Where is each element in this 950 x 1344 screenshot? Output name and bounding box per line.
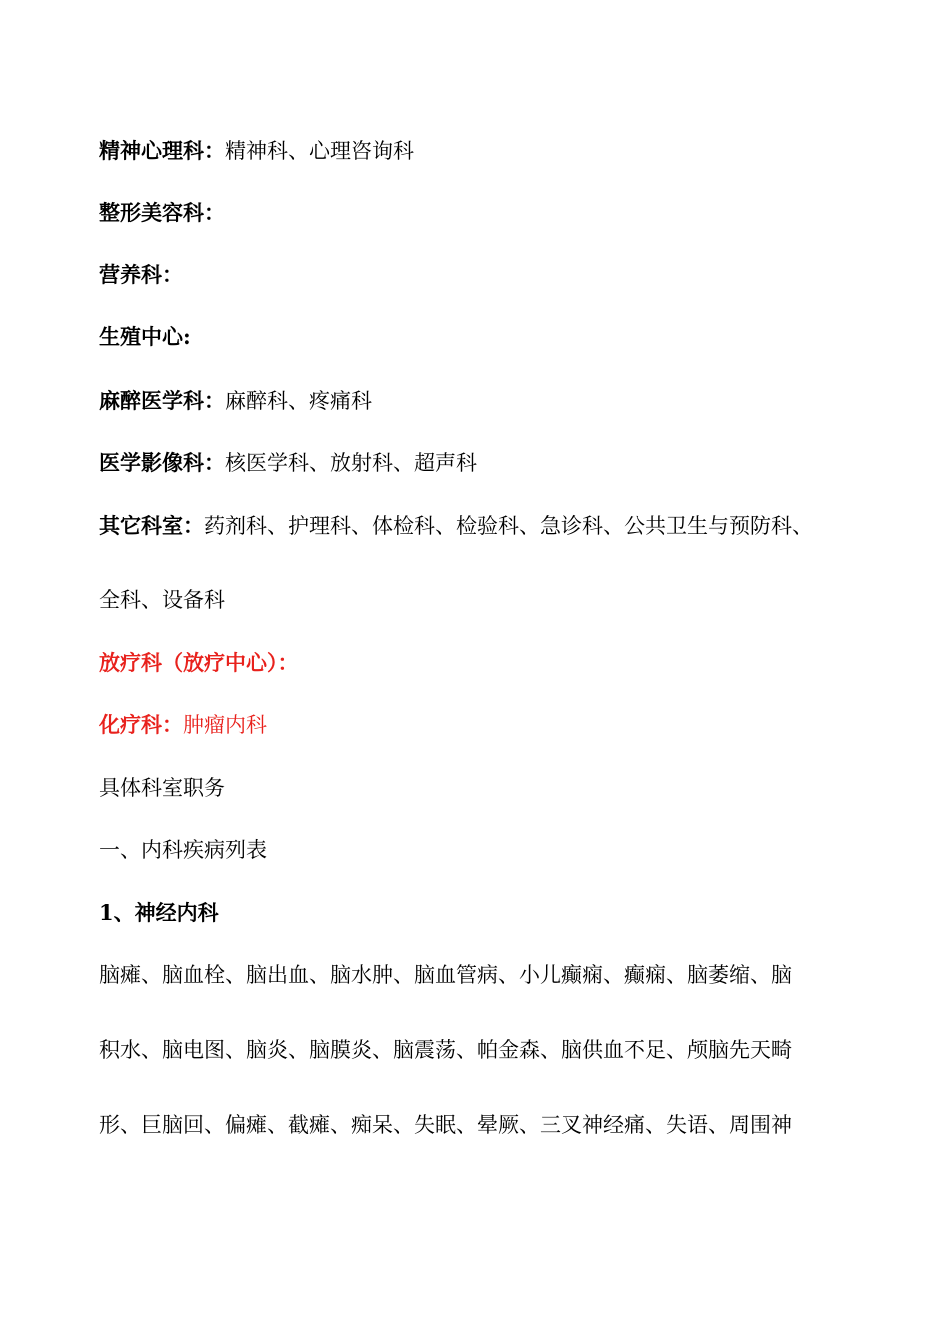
entry-heading: 放疗科（放疗中心）： [99, 650, 299, 675]
entry-heading: 麻醉医学科： [99, 388, 225, 413]
section-title: 具体科室职务 [99, 776, 225, 800]
paragraph-line: 脑瘫、脑血栓、脑出血、脑水肿、脑血管病、小儿癫痫、癫痫、脑萎缩、脑 [99, 963, 792, 987]
entry-other-departments-continuation [99, 587, 225, 613]
entry-plastic-surgery [99, 200, 225, 226]
entry-text: 药剂科、护理科、体检科、检验科、急诊科、公共卫生与预防科、 [204, 514, 813, 538]
entry-medical-imaging [99, 450, 477, 476]
entry-heading: 化疗科： [99, 712, 183, 737]
entry-other-departments [99, 513, 813, 539]
entry-text: 核医学科、放射科、超声科 [225, 451, 477, 475]
entry-psychiatry [99, 138, 414, 164]
entry-heading: 生殖中心: [99, 324, 191, 349]
entry-nutrition [99, 262, 183, 288]
entry-heading: 其它科室： [99, 513, 204, 538]
entry-anesthesiology [99, 388, 372, 414]
entry-reproductive-center [99, 324, 191, 350]
paragraph-line: 积水、脑电图、脑炎、脑膜炎、脑震荡、帕金森、脑供血不足、颅脑先天畸 [99, 1038, 792, 1062]
entry-heading: 医学影像科： [99, 450, 225, 475]
paragraph-line: 形、巨脑回、偏瘫、截瘫、痴呆、失眠、晕厥、三叉神经痛、失语、周围神 [99, 1113, 792, 1137]
entry-chemotherapy [99, 712, 267, 738]
subsection-title: 一、内科疾病列表 [99, 838, 267, 862]
entry-text: 麻醉科、疼痛科 [225, 389, 372, 413]
entry-heading: 营养科： [99, 262, 183, 287]
entry-text: 肿瘤内科 [183, 713, 267, 737]
entry-heading: 精神心理科： [99, 138, 225, 163]
entry-text: 全科、设备科 [99, 588, 225, 612]
entry-text: 精神科、心理咨询科 [225, 139, 414, 163]
entry-heading: 整形美容科： [99, 200, 225, 225]
item-heading: 1、神经内科 [99, 900, 219, 925]
entry-radiotherapy [99, 650, 299, 676]
